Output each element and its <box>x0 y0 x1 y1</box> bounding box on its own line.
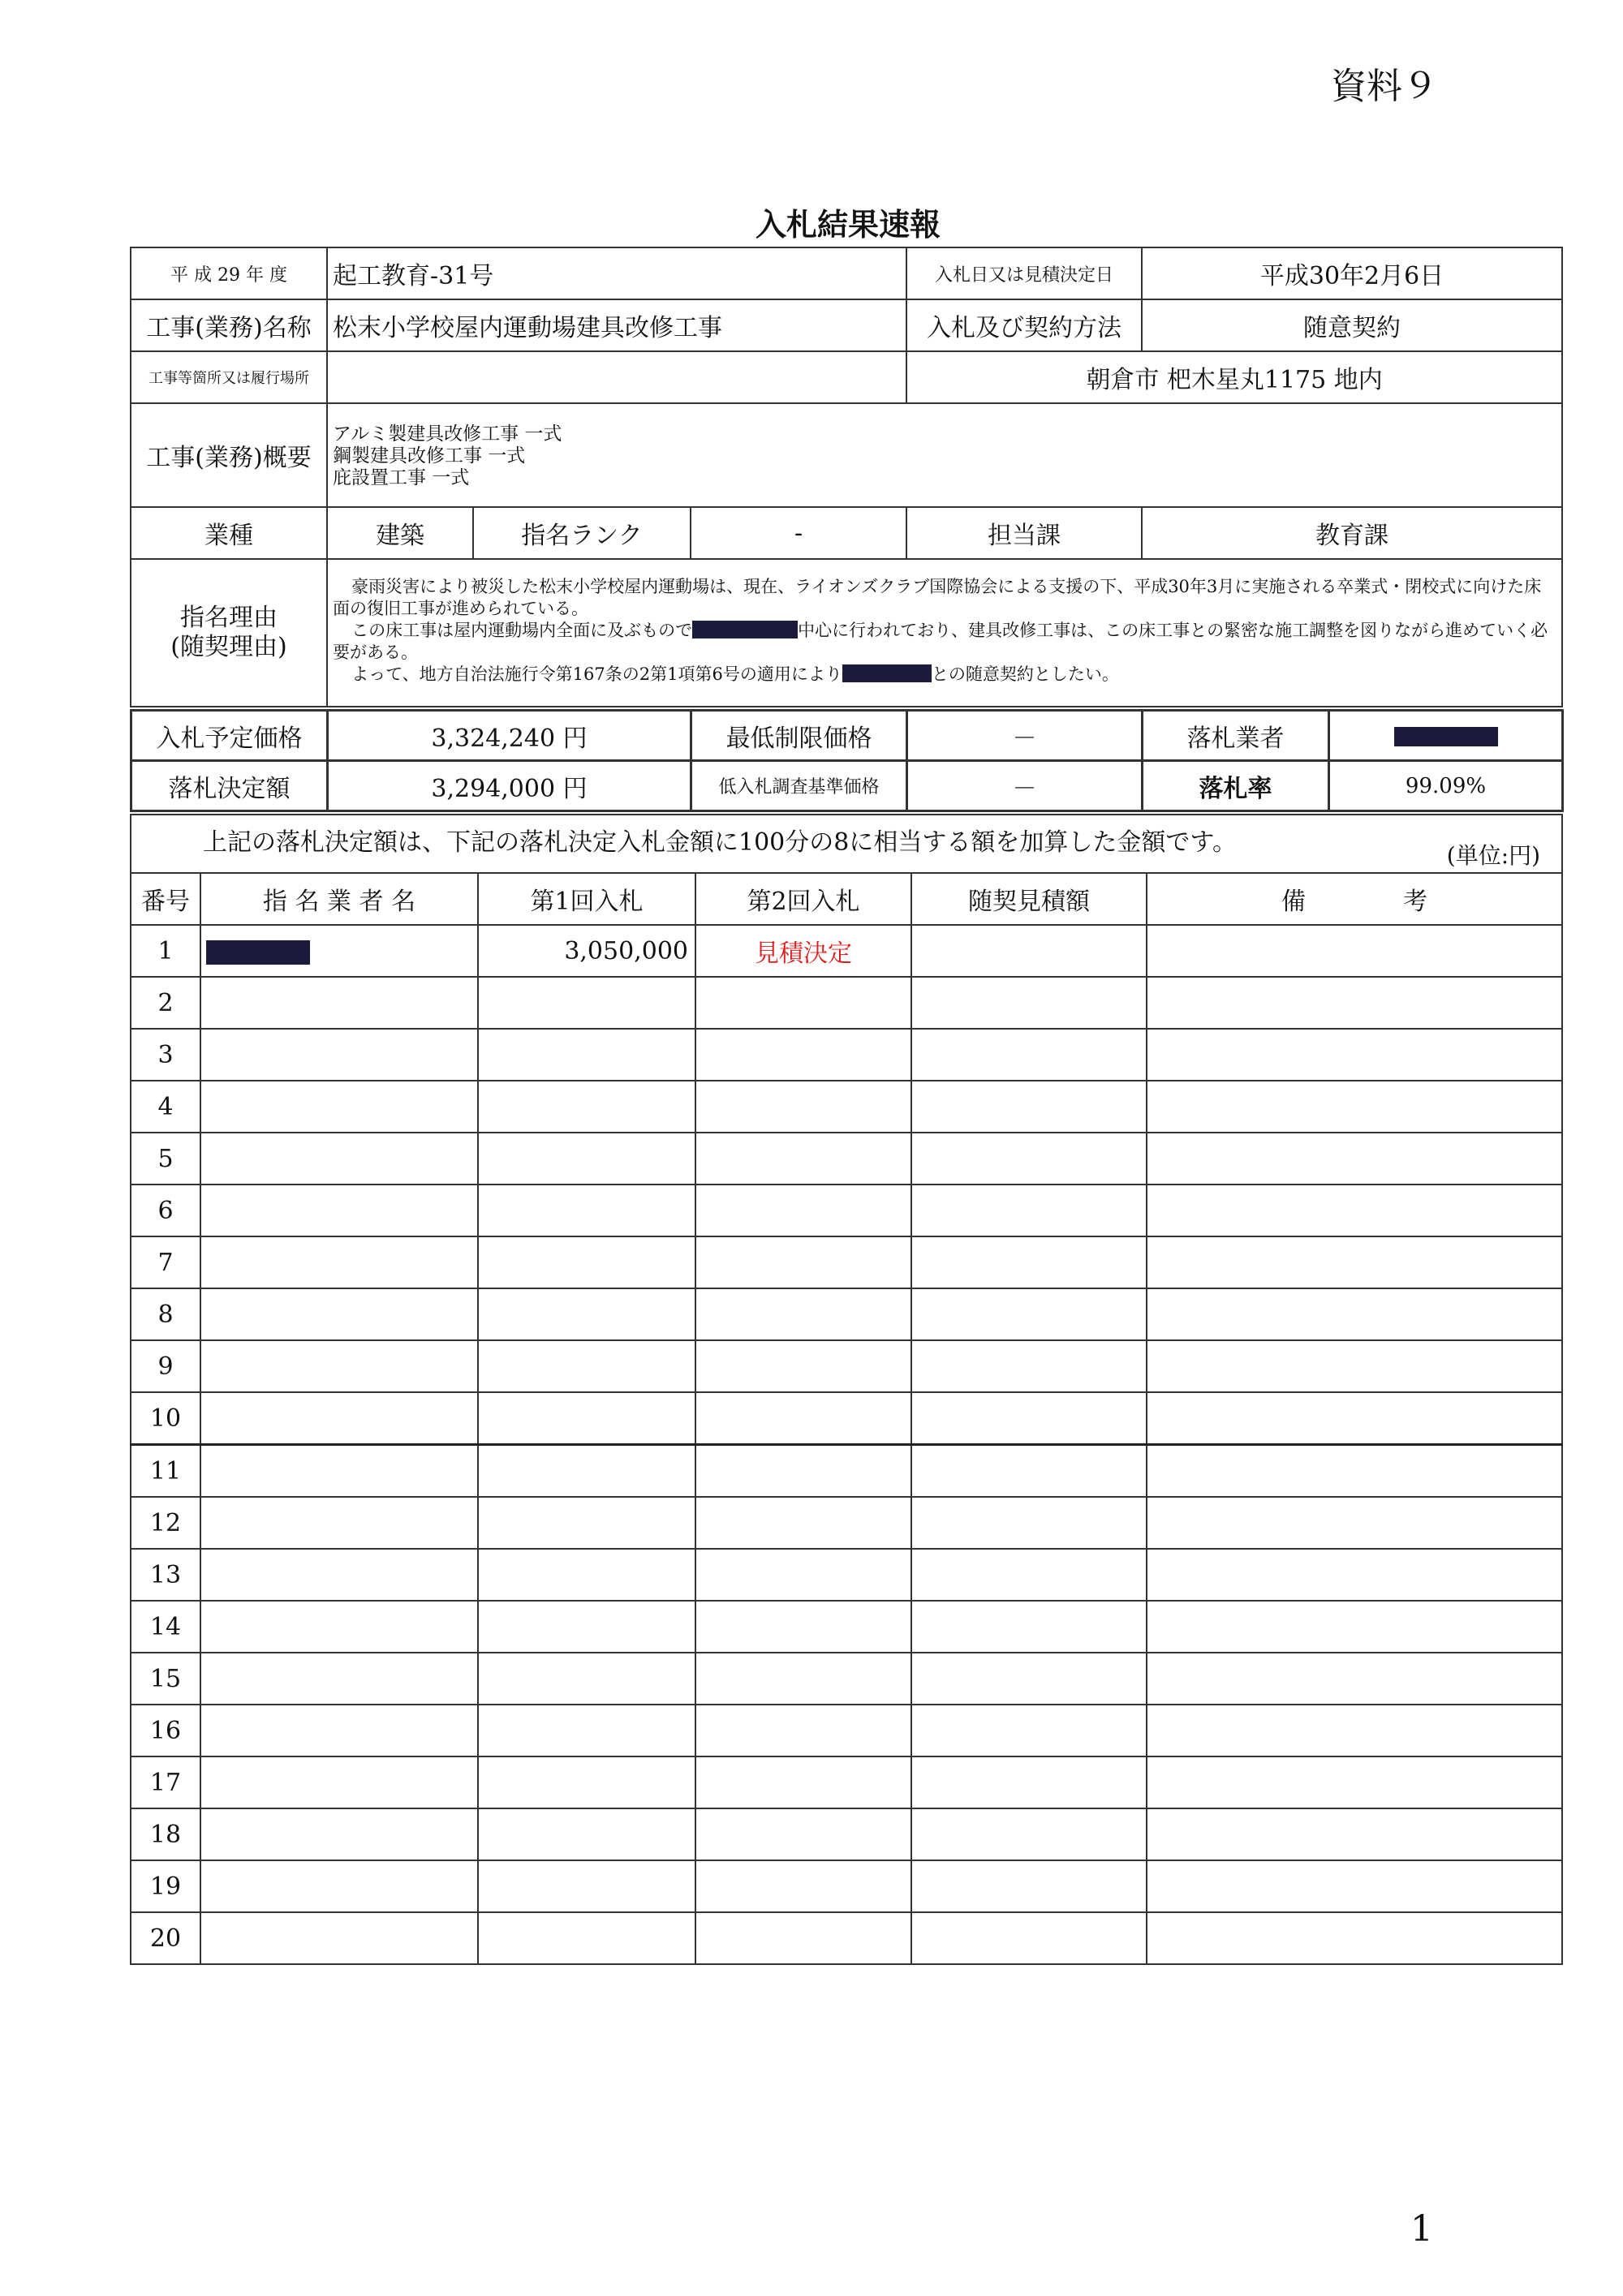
bid-estimate <box>911 1497 1147 1549</box>
bid-remarks <box>1147 1185 1562 1236</box>
bid-company <box>200 1340 478 1392</box>
bid-first-round <box>478 1185 695 1236</box>
department-label: 担当課 <box>906 507 1142 559</box>
bid-company <box>200 1236 478 1288</box>
bid-number: 5 <box>131 1133 200 1185</box>
bid-remarks <box>1147 1653 1562 1705</box>
award-rate: 99.09% <box>1329 761 1563 811</box>
bid-number: 12 <box>131 1497 200 1549</box>
bid-estimate <box>911 1392 1147 1445</box>
bid-company <box>200 1081 478 1133</box>
bid-first-round <box>478 1133 695 1185</box>
bid-date: 平成30年2月6日 <box>1142 247 1562 299</box>
bid-second-round <box>695 1912 911 1964</box>
award-rate-label: 落札率 <box>1143 761 1329 811</box>
bid-row <box>131 1392 1562 1445</box>
bid-second-round <box>695 1549 911 1601</box>
bid-row <box>131 1185 1562 1236</box>
bid-number: 6 <box>131 1185 200 1236</box>
bid-remarks <box>1147 1756 1562 1808</box>
bid-estimate <box>911 1860 1147 1912</box>
bid-second-round <box>695 1445 911 1498</box>
bid-row <box>131 1705 1562 1756</box>
unit-label: (単位:円) <box>1446 842 1541 869</box>
bid-second-round <box>695 1081 911 1133</box>
bid-number: 2 <box>131 977 200 1029</box>
bid-date-label: 入札日又は見積決定日 <box>906 247 1142 299</box>
reason-text-part: よって、地方自治法施行令第167条の2第1項第6号の適用により <box>351 664 842 684</box>
location: 朝倉市 杷木星丸1175 地内 <box>906 351 1562 403</box>
bid-number: 18 <box>131 1808 200 1860</box>
bid-first-round: 3,050,000 <box>478 925 695 977</box>
award-amount: 3,294,000 円 <box>328 761 691 811</box>
bid-company <box>200 1288 478 1340</box>
bid-estimate <box>911 1756 1147 1808</box>
bid-second-round <box>695 1236 911 1288</box>
bid-first-round <box>478 1912 695 1964</box>
reason-paragraph: 豪雨災害により被災した松末小学校屋内運動場は、現在、ライオンズクラブ国際協会による支援の下、平成30年3月に実施される卒業式・閉校式に向けた床面の復旧工事が進められている。 <box>333 577 1542 618</box>
low-bid-label: 低入札調査基準価格 <box>691 761 907 811</box>
bid-second-round <box>695 1497 911 1549</box>
bid-row <box>131 925 1562 977</box>
bid-second-round: 見積決定 <box>695 925 911 977</box>
bid-row <box>131 1340 1562 1392</box>
bid-remarks <box>1147 1340 1562 1392</box>
department: 教育課 <box>1142 507 1562 559</box>
reason-text <box>327 559 1562 707</box>
bid-estimate <box>911 1549 1147 1601</box>
min-limit-price: － <box>907 711 1143 761</box>
redacted-block <box>842 664 932 682</box>
bid-remarks <box>1147 1808 1562 1860</box>
contract-method-label: 入札及び契約方法 <box>906 299 1142 351</box>
reason-text-part: との随意契約としたい。 <box>931 664 1119 684</box>
bid-company <box>200 1497 478 1549</box>
bid-remarks <box>1147 1236 1562 1288</box>
bid-second-round <box>695 1029 911 1081</box>
redacted-block <box>206 940 310 965</box>
bid-estimate <box>911 1185 1147 1236</box>
bid-remarks <box>1147 1081 1562 1133</box>
planned-price: 3,324,240 円 <box>328 711 691 761</box>
reason-label-line2: (随契理由) <box>170 633 287 661</box>
bid-row <box>131 1601 1562 1653</box>
project-name: 松末小学校屋内運動場建具改修工事 <box>327 299 906 351</box>
bid-number: 1 <box>131 925 200 977</box>
bid-first-round <box>478 1860 695 1912</box>
bid-table <box>130 814 1563 1965</box>
col-header-first-bid: 第1回入札 <box>478 873 695 925</box>
bid-company <box>200 1392 478 1445</box>
rank: - <box>691 507 906 559</box>
bid-number: 3 <box>131 1029 200 1081</box>
page-number: 1 <box>1410 2208 1433 2250</box>
bid-company <box>200 1808 478 1860</box>
bid-number: 13 <box>131 1549 200 1601</box>
bid-second-round <box>695 1392 911 1445</box>
bid-remarks <box>1147 1029 1562 1081</box>
bid-remarks <box>1147 1601 1562 1653</box>
reason-label <box>131 559 327 707</box>
reason-paragraph <box>333 664 1556 686</box>
col-header-estimate: 随契見積額 <box>911 873 1147 925</box>
pricing-table <box>130 709 1564 812</box>
document-label: 資料９ <box>1331 66 1438 107</box>
bid-company <box>200 1705 478 1756</box>
bid-company <box>200 1029 478 1081</box>
note-text: 上記の落札決定額は、下記の落札決定入札金額に100分の8に相当する額を加算した金額です。 <box>203 828 1237 857</box>
reason-text-part: 中心に行われており、建具改修工事は、この床工事との緊密な施工調整を図りながら進めていく必要がある。 <box>333 621 1548 662</box>
bid-company <box>200 925 478 977</box>
bid-second-round <box>695 977 911 1029</box>
bid-remarks <box>1147 1445 1562 1498</box>
bid-second-round <box>695 1185 911 1236</box>
fiscal-year-label: 平 成 29 年 度 <box>131 247 327 299</box>
bid-company <box>200 1185 478 1236</box>
col-header-company: 指 名 業 者 名 <box>200 873 478 925</box>
bid-company <box>200 1756 478 1808</box>
bid-first-round <box>478 1756 695 1808</box>
winner-label: 落札業者 <box>1143 711 1329 761</box>
bid-company <box>200 1445 478 1498</box>
bid-remarks <box>1147 1549 1562 1601</box>
bid-number: 4 <box>131 1081 200 1133</box>
category: 建築 <box>327 507 473 559</box>
bid-first-round <box>478 1601 695 1653</box>
summary-line: 鋼製建具改修工事 一式 <box>333 445 526 467</box>
bid-number: 14 <box>131 1601 200 1653</box>
reason-label-line1: 指名理由 <box>180 604 278 632</box>
redacted-block <box>692 621 798 638</box>
bid-number: 10 <box>131 1392 200 1445</box>
bid-first-round <box>478 1497 695 1549</box>
bid-estimate <box>911 1808 1147 1860</box>
col-header-number: 番号 <box>131 873 200 925</box>
bid-company <box>200 1653 478 1705</box>
bid-number: 16 <box>131 1705 200 1756</box>
bid-estimate <box>911 1653 1147 1705</box>
bid-second-round <box>695 1808 911 1860</box>
bid-number: 17 <box>131 1756 200 1808</box>
bid-first-round <box>478 1236 695 1288</box>
bid-estimate <box>911 977 1147 1029</box>
location-label: 工事等箇所又は履行場所 <box>131 351 327 403</box>
bid-second-round <box>695 1288 911 1340</box>
bid-second-round <box>695 1653 911 1705</box>
bid-estimate <box>911 1705 1147 1756</box>
project-summary <box>327 403 1562 507</box>
category-label: 業種 <box>131 507 327 559</box>
rank-label: 指名ランク <box>473 507 691 559</box>
bid-first-round <box>478 1340 695 1392</box>
bid-company <box>200 1860 478 1912</box>
bid-first-round <box>478 1288 695 1340</box>
summary-line: 庇設置工事 一式 <box>333 467 470 488</box>
bid-row <box>131 1497 1562 1549</box>
bid-first-round <box>478 1392 695 1445</box>
bid-estimate <box>911 1340 1147 1392</box>
location-empty-cell <box>327 351 906 403</box>
bid-estimate <box>911 1601 1147 1653</box>
bid-number: 9 <box>131 1340 200 1392</box>
bid-second-round <box>695 1133 911 1185</box>
bid-number: 8 <box>131 1288 200 1340</box>
bid-remarks <box>1147 925 1562 977</box>
bid-estimate <box>911 1133 1147 1185</box>
bid-row <box>131 1445 1562 1498</box>
bid-number: 7 <box>131 1236 200 1288</box>
bid-company <box>200 1601 478 1653</box>
bid-first-round <box>478 1705 695 1756</box>
bid-second-round <box>695 1860 911 1912</box>
bid-row <box>131 1756 1562 1808</box>
bid-company <box>200 1133 478 1185</box>
bid-number: 15 <box>131 1653 200 1705</box>
bid-first-round <box>478 1549 695 1601</box>
bid-remarks <box>1147 1497 1562 1549</box>
low-bid-price: － <box>907 761 1143 811</box>
col-header-second-bid: 第2回入札 <box>695 873 911 925</box>
reason-paragraph <box>333 620 1556 664</box>
contract-method: 随意契約 <box>1142 299 1562 351</box>
bid-number: 11 <box>131 1445 200 1498</box>
bid-row <box>131 1133 1562 1185</box>
project-number: 起工教育-31号 <box>327 247 906 299</box>
bid-estimate <box>911 1081 1147 1133</box>
bid-first-round <box>478 977 695 1029</box>
bid-remarks <box>1147 1912 1562 1964</box>
award-amount-label: 落札決定額 <box>131 761 328 811</box>
bid-second-round <box>695 1601 911 1653</box>
bid-remarks <box>1147 1860 1562 1912</box>
bid-second-round <box>695 1705 911 1756</box>
bid-row <box>131 977 1562 1029</box>
bid-row <box>131 1029 1562 1081</box>
bid-row <box>131 1081 1562 1133</box>
bid-estimate <box>911 925 1147 977</box>
bid-remarks <box>1147 1705 1562 1756</box>
winner-name <box>1329 711 1563 761</box>
bid-first-round <box>478 1653 695 1705</box>
bid-estimate <box>911 1445 1147 1498</box>
bid-row <box>131 1236 1562 1288</box>
min-limit-label: 最低制限価格 <box>691 711 907 761</box>
bid-row <box>131 1653 1562 1705</box>
planned-price-label: 入札予定価格 <box>131 711 328 761</box>
bid-number: 19 <box>131 1860 200 1912</box>
bid-estimate <box>911 1029 1147 1081</box>
redacted-block <box>1394 727 1498 746</box>
bid-estimate <box>911 1912 1147 1964</box>
reason-text-part: この床工事は屋内運動場内全面に及ぶもので <box>351 621 693 640</box>
bid-row <box>131 1808 1562 1860</box>
bid-row <box>131 1549 1562 1601</box>
bid-company <box>200 1549 478 1601</box>
bid-first-round <box>478 1808 695 1860</box>
summary-line: アルミ製建具改修工事 一式 <box>333 424 562 445</box>
award-note <box>131 815 1562 873</box>
summary-label: 工事(業務)概要 <box>131 403 327 507</box>
bid-second-round <box>695 1756 911 1808</box>
bid-first-round <box>478 1081 695 1133</box>
bid-company <box>200 1912 478 1964</box>
bid-estimate <box>911 1288 1147 1340</box>
bid-number: 20 <box>131 1912 200 1964</box>
bid-company <box>200 977 478 1029</box>
document-title: 入札結果速報 <box>755 206 941 243</box>
bid-remarks <box>1147 1392 1562 1445</box>
bid-row <box>131 1288 1562 1340</box>
bid-remarks <box>1147 1288 1562 1340</box>
bid-row <box>131 1912 1562 1964</box>
bid-remarks <box>1147 977 1562 1029</box>
bid-estimate <box>911 1236 1147 1288</box>
bid-first-round <box>478 1029 695 1081</box>
bid-remarks <box>1147 1133 1562 1185</box>
bid-second-round <box>695 1340 911 1392</box>
header-table <box>130 247 1563 707</box>
project-name-label: 工事(業務)名称 <box>131 299 327 351</box>
bid-first-round <box>478 1445 695 1498</box>
bid-row <box>131 1860 1562 1912</box>
col-header-remarks: 備 考 <box>1147 873 1562 925</box>
